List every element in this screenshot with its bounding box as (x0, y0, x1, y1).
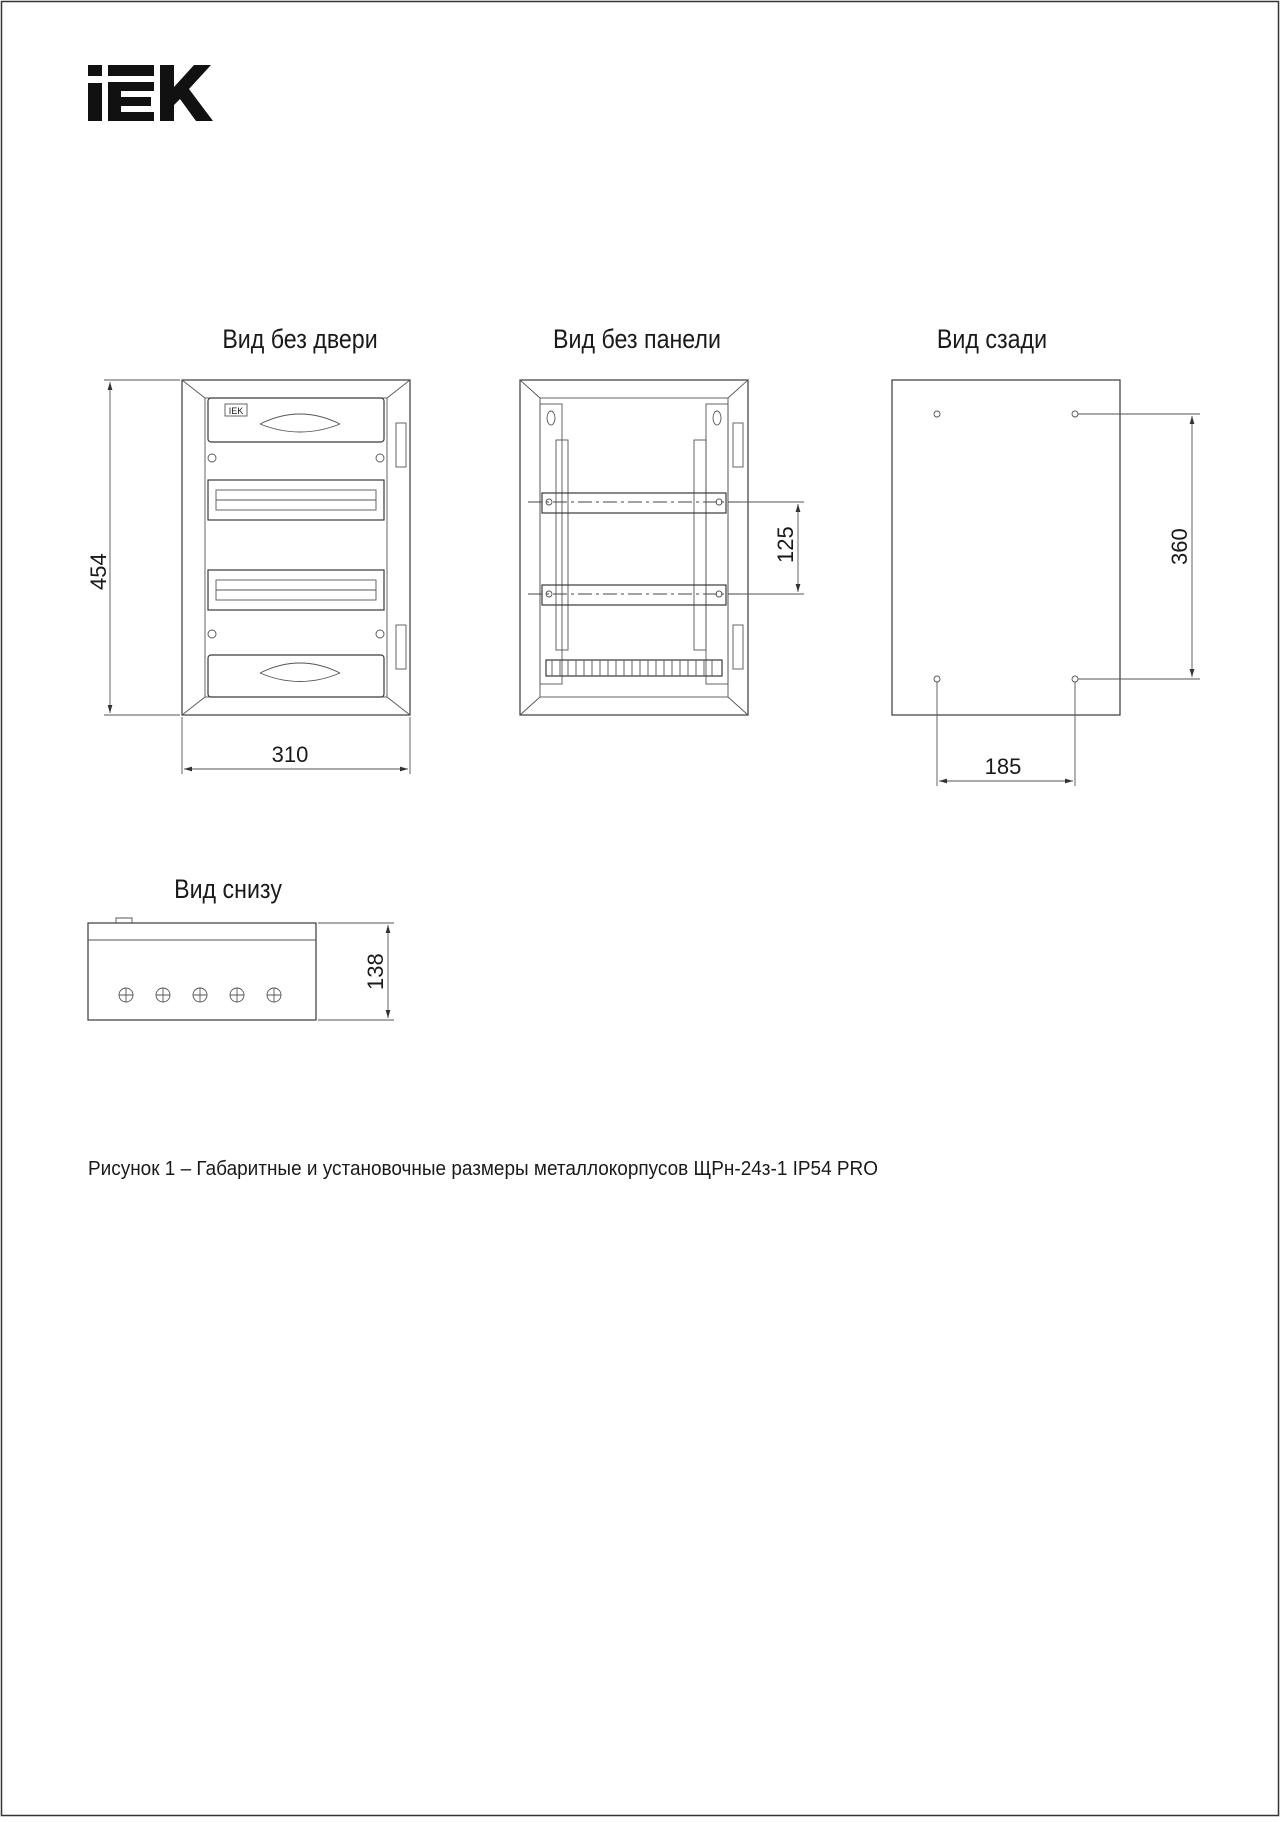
dim-label-138: 138 (363, 953, 388, 990)
view-title-back: Вид сзади (936, 324, 1048, 355)
view-title-without-door: Вид без двери (222, 324, 378, 355)
dim-label-185: 185 (984, 754, 1022, 779)
dim-label-454: 454 (86, 553, 111, 590)
dim-label-360: 360 (1167, 528, 1192, 565)
figure-caption: Рисунок 1 – Габаритные и установочные размеры металлокорпусов ЩРн-24з-1 IP54 PRO (88, 1158, 878, 1180)
cabinet-back (892, 380, 1120, 715)
cable-entry (193, 988, 207, 1002)
iek-logo (88, 65, 213, 121)
cabinet-bottom (88, 918, 316, 1020)
dim-height-454 (104, 380, 180, 715)
cable-entry (230, 988, 244, 1002)
svg-text:IEK: IEK (228, 406, 244, 416)
cabinet-without-door (182, 380, 410, 715)
dim-label-125: 125 (773, 526, 798, 563)
view-title-without-panel: Вид без панели (553, 324, 721, 355)
cable-entry (267, 988, 281, 1002)
cable-entry (156, 988, 170, 1002)
cable-entry (119, 988, 133, 1002)
view-title-bottom: Вид снизу (174, 874, 282, 905)
cabinet-without-panel (520, 380, 748, 715)
page-frame (2, 2, 1279, 1816)
dim-label-310: 310 (271, 742, 309, 767)
